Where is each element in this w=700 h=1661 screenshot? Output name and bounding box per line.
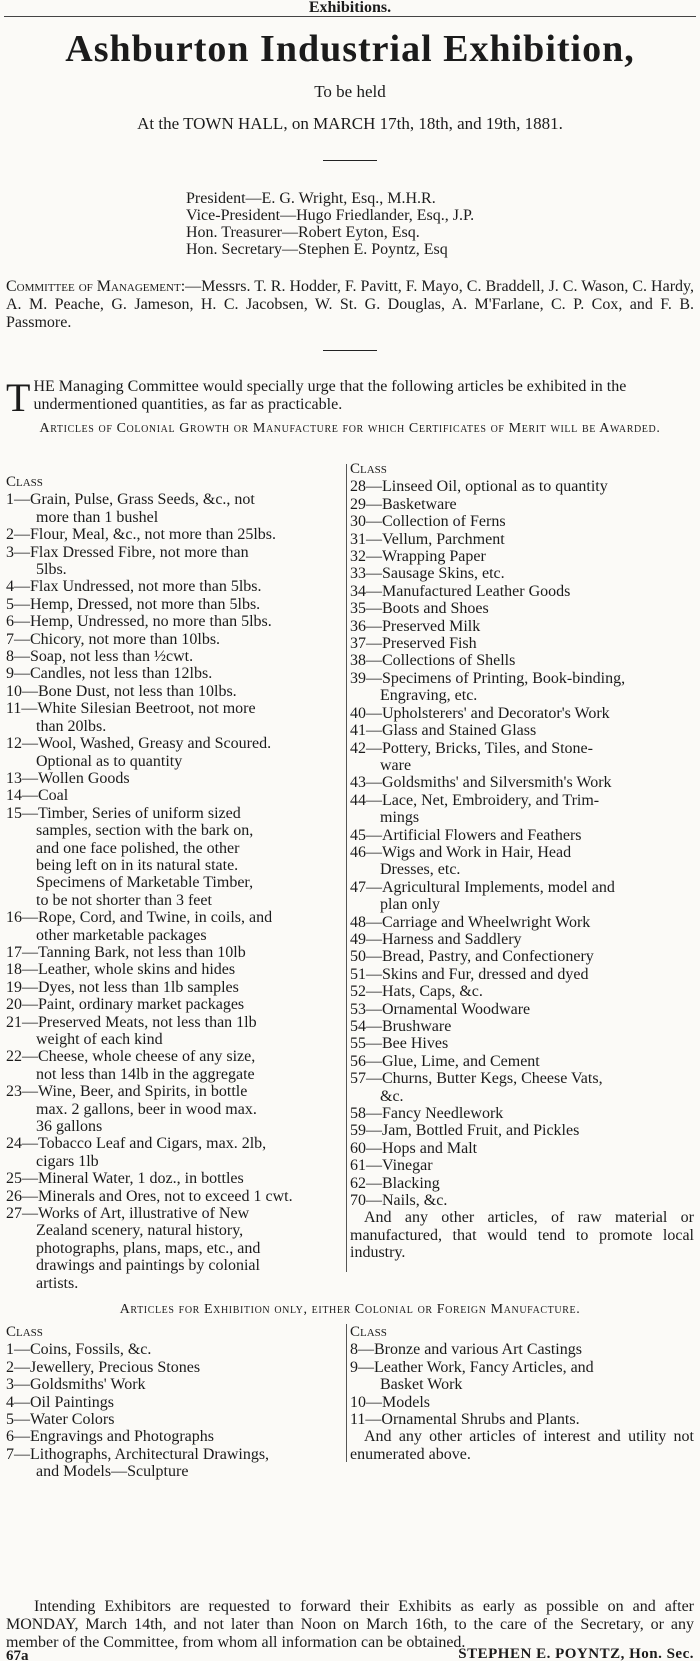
officer-president: President—E. G. Wright, Esq., M.H.R.	[186, 190, 436, 207]
class-item-text: 54—Brushware	[350, 1018, 452, 1035]
class-item-text: 3—Flax Dressed Fibre, not more than	[6, 543, 249, 561]
class-item-text: 38—Collections of Shells	[350, 652, 516, 670]
running-header: Exhibitions.	[308, 0, 392, 16]
class-item	[350, 1192, 694, 1209]
class-item	[6, 1048, 344, 1083]
class-item-continuation: and Models—Sculpture	[36, 1463, 189, 1481]
class-item	[350, 1035, 694, 1052]
class-item	[6, 1083, 344, 1135]
class-item-continuation: not less than 14lb in the aggregate	[36, 1065, 255, 1083]
class-item-text: 4—Oil Paintings	[6, 1393, 115, 1411]
class-item	[6, 613, 344, 630]
class-item-text: 13—Wollen Goods	[6, 769, 130, 787]
class-item	[6, 578, 344, 595]
closing-note: And any other articles of interest and utility not enumerated above.	[350, 1428, 694, 1463]
class-item-continuation: drawings and paintings by colonial	[36, 1257, 260, 1275]
class-item-text: 57—Churns, Butter Kegs, Cheese Vats,	[350, 1070, 603, 1088]
class-item-continuation: to be not shorter than 3 feet	[36, 891, 212, 909]
class-item	[6, 1170, 344, 1187]
secretary-signature: STEPHEN E. POYNTZ, Hon. Sec.	[458, 1646, 694, 1661]
class-item	[350, 1122, 694, 1139]
class-item-text: 49—Harness and Saddlery	[350, 930, 522, 948]
class-item	[350, 1105, 694, 1122]
class-item	[350, 774, 694, 791]
class-item	[350, 722, 694, 739]
class-item	[350, 1411, 694, 1428]
class-item-text: 15—Timber, Series of uniform sized	[6, 804, 241, 822]
class-label: Class	[6, 1324, 43, 1340]
divider-rule	[323, 160, 377, 161]
column-divider	[346, 464, 347, 1272]
section2-heading: Articles for Exhibition only, either Colonial or Foreign Manufacture.	[119, 1302, 581, 1317]
class-item	[6, 735, 344, 770]
class-label: Class	[6, 474, 43, 490]
officer-secretary: Hon. Secretary—Stephen E. Poyntz, Esq	[186, 241, 448, 258]
class-item-text: 22—Cheese, whole cheese of any size,	[6, 1048, 256, 1066]
class-item	[6, 1135, 344, 1170]
class-item-text: 2—Flour, Meal, &c., not more than 25lbs.	[6, 526, 276, 544]
class-item-text: 31—Vellum, Parchment	[350, 530, 505, 548]
class-item-text: 28—Linseed Oil, optional as to quantity	[350, 478, 608, 496]
class-item-text: 12—Wool, Washed, Greasy and Scoured.	[6, 735, 272, 753]
class-item-text: 5—Hemp, Dressed, not more than 5lbs.	[6, 595, 261, 613]
class-item-text: 11—Ornamental Shrubs and Plants.	[350, 1411, 580, 1429]
section1-right-column	[350, 461, 694, 1262]
venue-dates-line: At the TOWN HALL, on MARCH 17th, 18th, and 19th, 1881.	[137, 114, 563, 133]
class-item	[350, 513, 694, 530]
class-item-text: 19—Dyes, not less than 1lb samples	[6, 978, 239, 996]
class-item	[6, 1428, 344, 1445]
class-item-text: 33—Sausage Skins, etc.	[350, 565, 505, 583]
class-item-text: 16—Rope, Cord, and Twine, in coils, and	[6, 909, 273, 927]
class-item-continuation: Zealand scenery, natural history,	[36, 1222, 244, 1240]
class-item-continuation: more than 1 bushel	[36, 508, 159, 526]
class-item	[6, 596, 344, 613]
class-item	[350, 548, 694, 565]
class-item-continuation: samples, section with the bark on,	[36, 822, 254, 840]
class-item-continuation: Engraving, etc.	[380, 687, 478, 705]
class-item-text: 7—Chicory, not more than 10lbs.	[6, 630, 221, 648]
class-item-text: 50—Bread, Pastry, and Confectionery	[350, 948, 594, 966]
class-item	[350, 496, 694, 513]
class-item-text: 20—Paint, ordinary market packages	[6, 996, 245, 1014]
class-item	[350, 652, 694, 669]
class-item	[350, 983, 694, 1000]
class-item	[350, 618, 694, 635]
class-item-text: 46—Wigs and Work in Hair, Head	[350, 843, 572, 861]
class-item-continuation: than 20lbs.	[36, 717, 107, 735]
section1-heading: Articles of Colonial Growth or Manufacture for which Certificates of Merit will be Awarded.	[39, 421, 661, 436]
class-item	[6, 1411, 344, 1428]
class-item-text: 60—Hops and Malt	[350, 1139, 478, 1157]
committee-members: :—Messrs. T. R. Hodder, F. Pavitt, F. Mayo, C. Braddell, J. C. Wason, C. Hardy, A. M. Peache, G. Jameson, H. C. Jacobsen, W. St. G. Douglas, A. M'Farlane, C. P. Cox, and F. B. Passmore.	[6, 278, 694, 331]
class-item-text: 32—Wrapping Paper	[350, 548, 486, 566]
class-item	[350, 531, 694, 548]
exhibitor-notice-text: Intending Exhibitors are requested to forward their Exhibits as early as possible on and after MONDAY, March 14th, and not later than Noon on March 16th, to the care of the Secretary, or any member of the Committee, from whom all information can be obtained.	[6, 1598, 694, 1651]
class-item	[350, 635, 694, 652]
class-item	[350, 792, 694, 827]
class-item-text: 6—Engravings and Photographs	[6, 1428, 214, 1446]
class-item-text: 14—Coal	[6, 787, 69, 805]
class-item-text: 45—Artificial Flowers and Feathers	[350, 826, 582, 844]
class-item-text: 7—Lithographs, Architectural Drawings,	[6, 1445, 270, 1463]
class-item	[6, 1376, 344, 1393]
class-item	[6, 648, 344, 665]
officer-vice-president: Vice-President—Hugo Friedlander, Esq., J.P.	[186, 207, 475, 224]
class-item	[350, 827, 694, 844]
class-item-text: 48—Carriage and Wheelwright Work	[350, 913, 591, 931]
class-item-text: 29—Basketware	[350, 495, 457, 513]
class-item-text: 17—Tanning Bark, not less than 10lb	[6, 943, 246, 961]
class-item-continuation: cigars 1lb	[36, 1152, 99, 1170]
class-item-text: 30—Collection of Ferns	[350, 513, 506, 531]
header-rule	[4, 16, 696, 17]
class-item	[350, 705, 694, 722]
class-item-text: 25—Mineral Water, 1 doz., in bottles	[6, 1170, 244, 1188]
class-item-text: 44—Lace, Net, Embroidery, and Trim-	[350, 791, 600, 809]
class-item	[6, 1446, 344, 1481]
class-item-text: 11—White Silesian Beetroot, not more	[6, 700, 256, 718]
class-item-text: 18—Leather, whole skins and hides	[6, 961, 236, 979]
class-item-text: 26—Minerals and Ores, not to exceed 1 cwt.	[6, 1187, 293, 1205]
class-item	[6, 1188, 344, 1205]
committee-label: Committee of Management	[6, 278, 181, 295]
class-item-text: 58—Fancy Needlework	[350, 1105, 504, 1123]
class-item	[6, 491, 344, 526]
class-item	[350, 1140, 694, 1157]
drop-cap: T	[6, 375, 31, 420]
section1-left-column	[6, 474, 344, 1292]
column-divider	[346, 1324, 347, 1462]
class-item-text: 9—Leather Work, Fancy Articles, and	[350, 1358, 594, 1376]
class-item-text: 10—Models	[350, 1393, 430, 1411]
class-item	[6, 770, 344, 787]
class-item-text: 70—Nails, &c.	[350, 1192, 448, 1210]
class-item	[6, 1205, 344, 1292]
class-item-text: 8—Soap, not less than ½cwt.	[6, 648, 194, 666]
class-item	[6, 979, 344, 996]
class-item-text: 9—Candles, not less than 12lbs.	[6, 665, 213, 683]
class-item-continuation: 36 gallons	[36, 1118, 103, 1136]
class-item-continuation: and one face polished, the other	[36, 839, 240, 857]
class-item	[350, 1053, 694, 1070]
class-item-text: 23—Wine, Beer, and Spirits, in bottle	[6, 1083, 248, 1101]
class-item	[6, 700, 344, 735]
class-item	[350, 583, 694, 600]
class-item	[6, 944, 344, 961]
class-item	[350, 1157, 694, 1174]
class-item-continuation: photographs, plans, maps, etc., and	[36, 1239, 261, 1257]
class-item-continuation: max. 2 gallons, beer in wood max.	[36, 1100, 257, 1118]
class-item	[6, 683, 344, 700]
class-item-text: 2—Jewellery, Precious Stones	[6, 1358, 201, 1376]
class-item-text: 3—Goldsmiths' Work	[6, 1376, 146, 1394]
class-item	[6, 805, 344, 909]
class-item-continuation: artists.	[36, 1274, 79, 1292]
class-item	[350, 1070, 694, 1105]
class-item-text: 61—Vinegar	[350, 1157, 433, 1175]
class-item-text: 10—Bone Dust, not less than 10lbs.	[6, 682, 237, 700]
class-item-continuation: Dresses, etc.	[380, 861, 461, 879]
class-item	[350, 966, 694, 983]
class-item	[350, 1341, 694, 1358]
class-item	[350, 740, 694, 775]
class-item	[6, 1359, 344, 1376]
class-item-text: 53—Ornamental Woodware	[350, 1000, 531, 1018]
class-item-text: 55—Bee Hives	[350, 1035, 449, 1053]
class-item-text: 62—Blacking	[350, 1174, 440, 1192]
class-item	[350, 1001, 694, 1018]
section2-left-column	[6, 1324, 344, 1481]
class-label: Class	[350, 461, 387, 477]
class-item-text: 5—Water Colors	[6, 1411, 115, 1429]
class-item-text: 41—Glass and Stained Glass	[350, 722, 537, 740]
class-item-continuation: weight of each kind	[36, 1031, 163, 1048]
urge-paragraph	[6, 375, 694, 420]
class-item	[350, 931, 694, 948]
class-item	[350, 948, 694, 965]
class-item-text: 1—Grain, Pulse, Grass Seeds, &c., not	[6, 491, 255, 509]
committee-paragraph	[6, 278, 694, 332]
class-item	[6, 665, 344, 682]
class-item	[6, 909, 344, 944]
class-item	[350, 879, 694, 914]
class-item-continuation: ware	[380, 756, 412, 774]
class-item-continuation: other marketable packages	[36, 926, 207, 944]
class-item	[350, 600, 694, 617]
class-item-text: 35—Boots and Shoes	[350, 600, 489, 618]
class-item-text: 47—Agricultural Implements, model and	[350, 878, 615, 896]
class-item-continuation: mings	[380, 809, 420, 827]
class-item	[350, 565, 694, 582]
class-item-text: 40—Upholsterers' and Decorator's Work	[350, 704, 610, 722]
class-item-continuation: Specimens of Marketable Timber,	[36, 874, 254, 892]
class-item-continuation: 5lbs.	[36, 561, 67, 579]
class-item	[350, 914, 694, 931]
officers-list	[186, 190, 474, 258]
class-item-text: 39—Specimens of Printing, Book-binding,	[350, 669, 626, 687]
class-item	[6, 787, 344, 804]
class-item	[350, 1359, 694, 1394]
section2-right-column	[350, 1324, 694, 1463]
class-item-text: 59—Jam, Bottled Fruit, and Pickles	[350, 1122, 580, 1140]
class-item	[350, 1018, 694, 1035]
divider-rule	[323, 350, 377, 351]
page-number: 67a	[6, 1648, 29, 1661]
class-item-continuation: Optional as to quantity	[36, 752, 183, 770]
class-item	[350, 670, 694, 705]
class-item-continuation: Basket Work	[380, 1376, 463, 1394]
class-item-continuation: plan only	[380, 896, 440, 914]
class-item	[6, 996, 344, 1013]
class-item	[6, 631, 344, 648]
class-item-text: 42—Pottery, Bricks, Tiles, and Stone-	[350, 739, 593, 757]
class-item-text: 24—Tobacco Leaf and Cigars, max. 2lb,	[6, 1135, 267, 1153]
class-item-text: 6—Hemp, Undressed, no more than 5lbs.	[6, 613, 272, 631]
class-item	[350, 844, 694, 879]
class-item	[6, 544, 344, 579]
class-item	[6, 961, 344, 978]
class-item-text: 56—Glue, Lime, and Cement	[350, 1052, 540, 1070]
class-item-text: 21—Preserved Meats, not less than 1lb	[6, 1013, 257, 1031]
exhibitor-notice	[6, 1598, 694, 1652]
officer-treasurer: Hon. Treasurer—Robert Eyton, Esq.	[186, 224, 420, 241]
class-item-text: 34—Manufactured Leather Goods	[350, 582, 571, 600]
class-item	[6, 1394, 344, 1411]
class-item-text: 8—Bronze and various Art Castings	[350, 1341, 582, 1359]
to-be-held-line: To be held	[314, 82, 386, 101]
urge-text: HE Managing Committee would specially urge that the following articles be exhibited in the undermentioned quantities, as far as practicable.	[33, 378, 627, 413]
class-item	[6, 1014, 344, 1049]
class-item	[350, 1175, 694, 1192]
closing-note: And any other articles, of raw material or manufactured, that would tend to promote local industry.	[350, 1209, 694, 1262]
class-item-text: 4—Flax Undressed, not more than 5lbs.	[6, 578, 262, 596]
class-item-text: 27—Works of Art, illustrative of New	[6, 1205, 250, 1223]
class-item-text: 51—Skins and Fur, dressed and dyed	[350, 965, 589, 983]
class-item-text: 43—Goldsmiths' and Silversmith's Work	[350, 774, 612, 792]
exhibition-title: Ashburton Industrial Exhibition,	[65, 28, 635, 70]
class-item-continuation: being left on in its natural state.	[36, 856, 239, 874]
class-item-text: 1—Coins, Fossils, &c.	[6, 1341, 152, 1359]
class-item-text: 52—Hats, Caps, &c.	[350, 983, 483, 1001]
class-item	[6, 526, 344, 543]
class-label: Class	[350, 1324, 387, 1340]
class-item	[6, 1341, 344, 1358]
class-item	[350, 1394, 694, 1411]
class-item-text: 37—Preserved Fish	[350, 635, 477, 653]
class-item-text: 36—Preserved Milk	[350, 617, 481, 635]
class-item-continuation: &c.	[380, 1087, 404, 1105]
class-item	[350, 478, 694, 495]
